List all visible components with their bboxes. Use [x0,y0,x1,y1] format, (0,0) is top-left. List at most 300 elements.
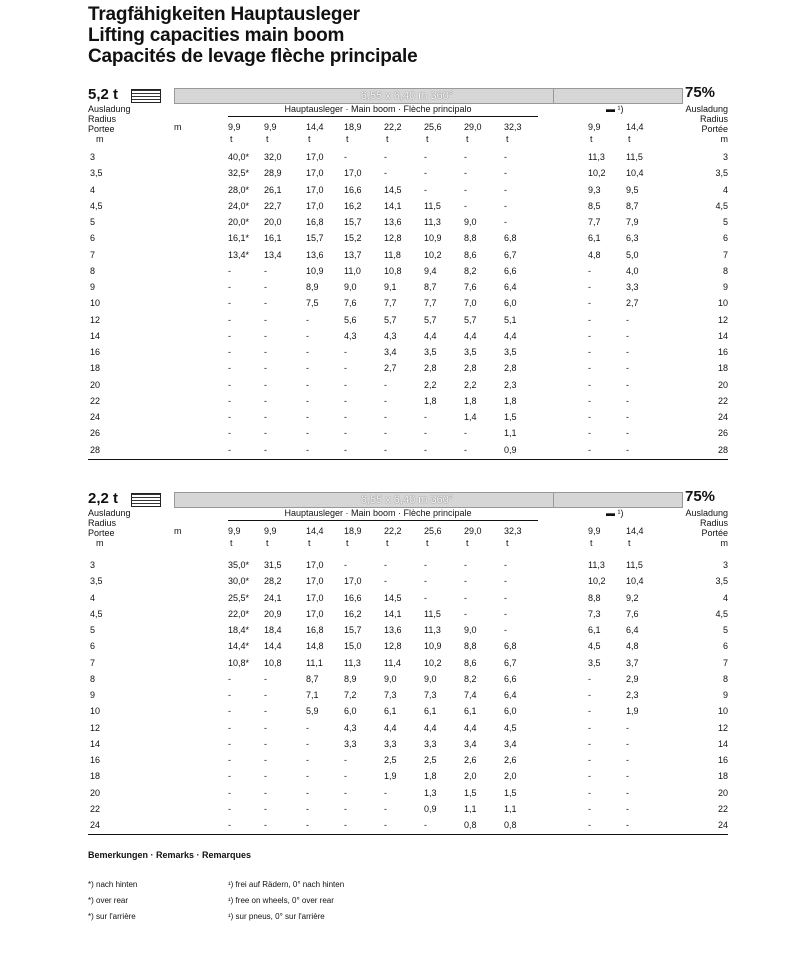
table-row [88,233,728,249]
radius-right: 18 [717,363,728,374]
wheels-capacity-cell: 2,9 [626,673,639,684]
wheels-capacity-cell: 7,7 [588,217,601,227]
radius-right: 10 [717,298,728,309]
capacity-cell: 22,7 [264,200,282,211]
capacity-cell: 8,6 [464,249,477,260]
boom-length-header: 22,2 [384,526,402,536]
table-bottom-rule [88,834,728,835]
wheels-capacity-cell: 7,9 [626,217,639,227]
title-fr: Capacités de levage flèche principale [88,46,418,67]
capacity-cell: 0,8 [504,820,517,830]
table-row [88,706,728,722]
capacity-cell: - [228,314,231,325]
remarks-title: Bemerkungen · Remarks · Remarques [88,850,252,860]
capacity-cell: 13,4* [228,249,250,260]
radius-left: 20 [90,787,101,798]
capacity-cell: - [344,395,347,406]
radius-right: 5 [722,625,728,635]
wheels-capacity-cell: - [588,265,591,276]
capacity-cell: 13,6 [384,625,402,635]
table-row [88,560,728,576]
capacity-cell: 17,0 [306,168,324,179]
radius-left: 26 [90,428,101,439]
capacity-cell: 3,5 [424,347,437,357]
wheels-capacity-cell: - [588,363,591,374]
radius-left: 8 [90,673,96,684]
capacity-cell: - [306,755,309,765]
radius-left: 7 [90,657,96,668]
capacity-cell: - [384,152,387,162]
wheels-capacity-cell: 6,1 [588,625,601,635]
radius-left: 3,5 [90,168,103,179]
wheels-boom-header: 9,9 [588,122,601,132]
capacity-cell: 10,8 [384,265,402,276]
wheels-capacity-cell: 4,0 [626,265,639,276]
capacity-cell: 5,1 [504,314,517,325]
wheels-capacity-cell: - [626,803,629,814]
radius-left: 6 [90,233,96,244]
wheels-capacity-cell: - [626,314,629,325]
capacity-cell: - [228,771,231,782]
capacity-cell: 0,8 [464,820,477,830]
capacity-cell: - [344,560,347,570]
wheels-capacity-cell: 2,3 [626,690,639,700]
capacity-cell: 1,8 [504,395,517,406]
capacity-cell: - [424,576,427,587]
capacity-cell: 14,5 [384,592,402,603]
radius-right: 7 [722,657,728,668]
capacity-cell: 11,5 [424,200,441,211]
capacity-cell: - [306,803,309,814]
wheels-capacity-cell: - [588,444,591,455]
table-row [88,315,728,331]
capacity-cell: 9,0 [424,673,437,684]
capacity-cell: 1,8 [424,395,437,406]
unit-label: t [230,134,233,144]
capacity-cell: 10,2 [424,249,442,260]
boom-length-header: 25,6 [424,122,442,132]
wheels-capacity-cell: - [588,787,591,798]
capacity-cell: 17,0 [344,576,362,587]
capacity-cell: 1,8 [464,395,477,406]
capacity-cell: 17,0 [306,576,324,587]
table-row [88,266,728,282]
unit-label: t [590,134,593,144]
radius-header-right: Portée [701,528,728,538]
capacity-cell: 10,9 [424,641,442,652]
capacity-cell: - [464,184,467,195]
capacity-cell: 4,3 [344,330,357,341]
wheels-capacity-cell: - [626,412,629,422]
capacity-cell: 32,5* [228,168,250,179]
table-row [88,428,728,444]
capacity-cell: - [264,722,267,733]
counterweight-icon [131,89,161,103]
capacity-cell: - [344,444,347,455]
capacity-cell: 2,0 [464,771,477,782]
capacity-cell: 1,4 [464,412,477,422]
capacity-cell: 20,0* [228,217,250,227]
wheels-capacity-cell: - [588,771,591,782]
radius-right: 4 [722,184,728,195]
radius-right: 4,5 [715,200,728,211]
wheels-capacity-cell: 6,1 [588,233,601,244]
unit-label: t [426,134,429,144]
wheels-capacity-cell: 4,8 [626,641,639,652]
capacity-cell: 14,1 [384,200,402,211]
capacity-cell: 3,3 [384,738,397,749]
unit-label: t [628,538,631,548]
capacity-cell: 2,3 [504,379,517,390]
capacity-cell: - [228,330,231,341]
stability-percent: 75% [685,488,716,505]
radius-right: 3 [722,152,728,162]
capacity-cell: 17,0 [306,152,324,162]
stability-percent: 75% [685,84,716,101]
table-row [88,396,728,412]
unit-label: t [590,538,593,548]
capacity-cell: - [306,412,309,422]
boom-label: Hauptausleger · Main boom · Flèche principalo [284,104,472,114]
capacity-cell: 9,0 [344,282,357,292]
capacity-cell: 11,3 [424,625,441,635]
capacity-cell: - [424,820,427,830]
wheels-capacity-cell: 8,8 [588,592,601,603]
capacity-cell: - [264,298,267,309]
capacity-cell: 10,2 [424,657,442,668]
radius-left: 3,5 [90,576,103,587]
capacity-cell: 5,9 [306,706,319,717]
counterweight-value: 2,2 t [88,490,119,507]
wheels-capacity-cell: - [626,787,629,798]
capacity-cell: 20,9 [264,608,282,619]
capacity-cell: - [424,428,427,439]
capacity-cell: 13,7 [344,249,362,260]
radius-left: 12 [90,314,101,325]
radius-header-left: Radius [88,518,117,528]
radius-left: 24 [90,820,101,830]
capacity-cell: - [264,787,267,798]
capacity-cell: - [264,771,267,782]
radius-right: 9 [722,690,728,700]
remark-left: *) nach hinten [88,880,138,889]
remark-right: ¹) sur pneus, 0° sur l'arrière [228,912,325,921]
outrigger-bar: 6,55 x 6,40 m 360° [174,492,640,508]
remark-left: *) over rear [88,896,129,905]
capacity-cell: - [228,298,231,309]
title-de: Tragfähigkeiten Hauptausleger [88,4,360,25]
capacity-cell: 7,3 [424,690,437,700]
table-row [88,282,728,298]
capacity-cell: 14,5 [384,184,402,195]
wheels-capacity-cell: - [588,347,591,357]
capacity-cell: - [306,428,309,439]
capacity-cell: 7,2 [344,690,357,700]
capacity-cell: 13,4 [264,249,282,260]
wheels-capacity-cell: - [626,379,629,390]
capacity-cell: - [228,395,231,406]
radius-left: 18 [90,771,101,782]
capacity-cell: - [264,265,267,276]
radius-right: 22 [717,803,728,814]
radius-left: 22 [90,803,101,814]
capacity-cell: 7,7 [424,298,437,309]
table-bottom-rule [88,459,728,460]
capacity-cell: - [384,576,387,587]
capacity-cell: 6,7 [504,657,517,668]
capacity-cell: 4,5 [504,722,517,733]
radius-left: 4 [90,184,96,195]
capacity-cell: 17,0 [306,592,324,603]
capacity-cell: 9,0 [464,625,477,635]
capacity-cell: - [504,625,507,635]
capacity-cell: - [464,168,467,179]
wheels-capacity-cell: 9,5 [626,184,639,195]
wheels-capacity-cell: 11,3 [588,560,605,570]
capacity-cell: - [228,347,231,357]
remark-right: ¹) free on wheels, 0° over rear [228,896,334,905]
capacity-cell: - [306,444,309,455]
capacity-cell: 10,9 [424,233,442,244]
wheels-capacity-cell: 3,7 [626,657,639,668]
capacity-cell: 7,1 [306,690,319,700]
unit-label: t [426,538,429,548]
capacity-cell: - [306,787,309,798]
boom-length-header: 32,3 [504,122,522,132]
boom-length-header: 22,2 [384,122,402,132]
radius-header-left: Portee [88,528,115,538]
radius-right: 3,5 [715,576,728,587]
capacity-cell: 18,4 [264,625,282,635]
capacity-cell: - [344,152,347,162]
radius-right: 6 [722,641,728,652]
capacity-cell: - [228,673,231,684]
capacity-cell: 17,0 [306,608,324,619]
wheels-capacity-cell: - [626,771,629,782]
capacity-cell: - [264,673,267,684]
capacity-cell: - [424,412,427,422]
radius-right: 7 [722,249,728,260]
capacity-cell: 28,0* [228,184,250,195]
radius-header-right: Portée [701,124,728,134]
radius-left: 3 [90,152,96,162]
wheels-capacity-cell: 9,3 [588,184,601,195]
radius-right: 20 [717,787,728,798]
capacity-cell: 0,9 [504,444,517,455]
capacity-cell: 1,1 [464,803,477,814]
wheels-capacity-cell: 6,3 [626,233,639,244]
capacity-cell: - [384,428,387,439]
capacity-cell: - [344,820,347,830]
wheels-boom-header: 14,4 [626,526,644,536]
boom-length-header: 29,0 [464,526,482,536]
wheels-capacity-cell: - [588,820,591,830]
capacity-cell: 3,4 [384,347,397,357]
capacity-cell: - [504,168,507,179]
table-row [88,625,728,641]
capacity-cell: 11,3 [344,657,361,668]
table-row [88,658,728,674]
capacity-cell: 9,4 [424,265,437,276]
capacity-cell: 8,8 [464,641,477,652]
boom-length-header: 9,9 [264,122,277,132]
capacity-cell: - [264,428,267,439]
table-row [88,593,728,609]
table-row [88,217,728,233]
capacity-cell: 5,7 [384,314,397,325]
radius-left: 14 [90,738,101,749]
capacity-cell: 6,8 [504,641,517,652]
wheels-capacity-cell: - [626,428,629,439]
capacity-cell: 6,1 [424,706,437,717]
table-row [88,576,728,592]
wheels-capacity-cell: - [626,395,629,406]
wheels-capacity-cell: - [588,282,591,292]
capacity-cell: 8,9 [344,673,357,684]
capacity-cell: 11,3 [424,217,441,227]
capacity-cell: - [228,755,231,765]
capacity-cell: 3,3 [424,738,437,749]
capacity-cell: 17,0 [344,168,362,179]
radius-left: 3 [90,560,96,570]
capacity-cell: 14,1 [384,608,402,619]
radius-left: 7 [90,249,96,260]
wheels-capacity-cell: 10,2 [588,576,606,587]
radius-header-left: m [96,538,104,548]
capacity-cell: 40,0* [228,152,250,162]
capacity-cell: - [464,592,467,603]
table-row [88,755,728,771]
capacity-cell: 7,4 [464,690,477,700]
capacity-cell: 2,8 [504,363,517,374]
radius-left: 12 [90,722,101,733]
radius-left: 6 [90,641,96,652]
capacity-cell: - [384,560,387,570]
wheels-capacity-cell: 2,7 [626,298,639,309]
radius-right: 22 [717,395,728,406]
capacity-cell: 7,7 [384,298,397,309]
capacity-cell: 15,0 [344,641,362,652]
capacity-cell: - [384,444,387,455]
wheels-capacity-cell: - [588,412,591,422]
capacity-cell: - [264,330,267,341]
wheels-capacity-cell: 4,5 [588,641,601,652]
capacity-cell: 2,8 [424,363,437,374]
capacity-cell: 16,6 [344,592,362,603]
table-row [88,771,728,787]
radius-right: 9 [722,282,728,292]
capacity-cell: 16,2 [344,200,362,211]
boom-length-header: 9,9 [228,526,241,536]
capacity-cell: 6,0 [504,706,517,717]
capacity-cell: 9,1 [384,282,397,292]
capacity-cell: - [306,363,309,374]
capacity-cell: 3,3 [344,738,357,749]
table-row [88,412,728,428]
capacity-cell: 8,9 [306,282,319,292]
capacity-cell: 4,3 [344,722,357,733]
wheels-capacity-cell: 11,3 [588,152,605,162]
capacity-cell: 14,4 [264,641,282,652]
radius-header-right: m [720,134,728,144]
capacity-cell: 17,0 [306,200,324,211]
capacity-cell: 30,0* [228,576,250,587]
capacity-cell: 32,0 [264,152,282,162]
boom-length-unit: m [174,526,182,536]
capacity-cell: - [306,738,309,749]
wheels-capacity-cell: 10,4 [626,576,644,587]
capacity-cell: 6,4 [504,690,517,700]
radius-right: 5 [722,217,728,227]
capacity-cell: 16,1 [264,233,282,244]
table-row [88,674,728,690]
wheels-capacity-cell: - [588,673,591,684]
wheels-capacity-cell: 5,0 [626,249,639,260]
table-row [88,298,728,314]
boom-length-header: 9,9 [264,526,277,536]
capacity-cell: - [264,412,267,422]
capacity-cell: 6,6 [504,265,517,276]
capacity-cell: - [384,820,387,830]
on-wheels-bar [553,492,683,508]
capacity-cell: 15,2 [344,233,362,244]
radius-left: 14 [90,330,101,341]
capacity-cell: 2,5 [384,755,397,765]
capacity-cell: 12,8 [384,233,402,244]
radius-left: 5 [90,625,96,635]
boom-length-header: 29,0 [464,122,482,132]
capacity-cell: - [384,412,387,422]
capacity-cell: - [344,803,347,814]
radius-left: 16 [90,347,101,357]
capacity-cell: - [384,395,387,406]
radius-right: 14 [717,738,728,749]
capacity-cell: - [306,330,309,341]
wheels-capacity-cell: - [588,314,591,325]
capacity-cell: 16,8 [306,217,324,227]
wheels-capacity-cell: - [626,755,629,765]
radius-right: 24 [717,412,728,422]
unit-label: t [308,538,311,548]
capacity-cell: 6,7 [504,249,517,260]
capacity-cell: 7,5 [306,298,319,309]
wheels-capacity-cell: 3,5 [588,657,601,668]
radius-right: 16 [717,755,728,765]
capacity-cell: - [464,444,467,455]
capacity-cell: - [228,282,231,292]
capacity-cell: 4,4 [464,722,477,733]
capacity-cell: 14,4* [228,641,250,652]
capacity-cell: 1,8 [424,771,437,782]
radius-left: 5 [90,217,96,227]
capacity-cell: 1,5 [504,412,517,422]
capacity-cell: 17,0 [306,560,324,570]
capacity-cell: 16,2 [344,608,362,619]
capacity-cell: 3,5 [504,347,517,357]
counterweight-icon [131,493,161,507]
unit-label: t [230,538,233,548]
capacity-cell: 7,6 [464,282,477,292]
capacity-cell: 15,7 [344,217,362,227]
radius-right: 8 [722,673,728,684]
capacity-cell: - [384,803,387,814]
radius-header-left: Ausladung [88,508,131,518]
capacity-cell: 15,7 [344,625,362,635]
capacity-cell: - [228,820,231,830]
capacity-cell: 17,0 [306,184,324,195]
radius-right: 14 [717,330,728,341]
radius-left: 22 [90,395,101,406]
